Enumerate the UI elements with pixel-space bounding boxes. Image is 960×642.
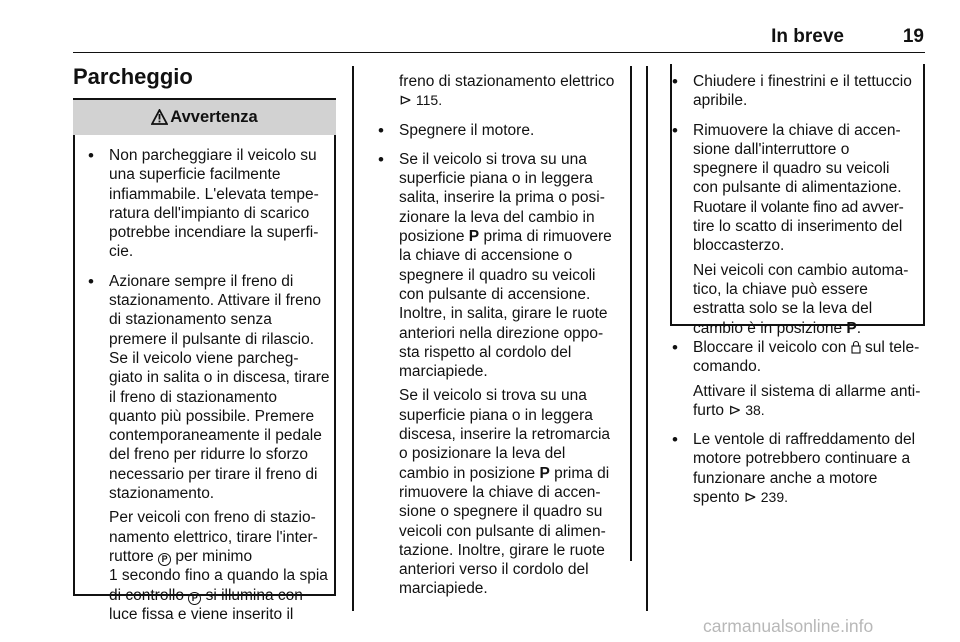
warning-triangle-icon [151,109,168,125]
section-title: Parcheggio [73,64,193,89]
parking-brake-icon: P [158,553,171,566]
page-number: 19 [902,26,924,47]
col3-bullet-lock-vehicle: • Bloccare il veicolo con sul tele- comando. [666,338,926,377]
warning-heading: Avvertenza [170,108,258,126]
page-reference-arrow-icon: ⊳ [399,92,412,110]
column-3-box-content [666,72,924,338]
header-divider [73,52,925,53]
column-3-content [666,338,926,507]
col3-paragraph-automatic: Nei veicoli con cambio automa- tico, la chiave può essere estratta solo se la leva del cambio è in posizione P. [693,261,909,337]
running-header-title: In breve [771,26,844,47]
lock-icon [851,340,861,354]
warning-bullet-1: • Non parcheggiare il veicolo su una superficie facilmente infiammabile. L'elevata tempe- ratura dell'impianto di scarico potrebbe incendiare la superfi- cie. [82,146,332,262]
warning-bullet-2: • Azionare sempre il freno di stazionamento. Attivare il freno di stazionamento senza premere il pulsante di rilascio. Se il veicolo viene parcheg- giato in salita o in discesa, tirare il freno di stazionamento quanto più possibile. Premere contemporaneamente il pedale del freno per ridurre lo sforzo necessario per tirare il freno di stazionamento. [82,272,332,504]
parking-brake-indicator-icon: P [188,592,201,605]
col2-paragraph-downhill: Se il veicolo si trova su una superficie piana o in leggera discesa, inserire la retromarcia o posizionare la leva del cambio in posizione P prima di rimuovere la chiave di accen- sione o spegnere il quadro su veicoli con pulsante di alimen- tazione. Inoltre, girare le ruote anteriori verso il cordolo del marciapiede. [399,387,611,598]
warning-paragraph-electric-brake: Per veicoli con freno di stazio- namento elettrico, tirare l'inter- ruttore P per minimo 1 secondo fino a quando la spia di controllo P si illumina con luce fissa e viene inserito il [109,509,328,623]
col3-bullet-cooling-fans: • Le ventole di raffreddamento del motore potrebbero continuare a funzionare anche a motore spento ⊳ 239. [666,430,926,507]
watermark: carmanualsonline.info [703,616,874,636]
warning-content [82,146,332,624]
column-divider-2 [630,66,632,561]
page-reference-arrow-icon: ⊳ [743,489,757,507]
page-reference-arrow-icon: ⊳ [728,401,742,419]
col3-paragraph-alarm: Attivare il sistema di allarme anti- furto ⊳ 38. [693,382,921,419]
column-divider-1 [352,66,354,611]
continued-text: freno di stazionamento elettrico ⊳ 115. [399,73,615,110]
column-2-content [372,72,624,599]
warning-header [73,98,336,135]
col2-bullet-uphill: • Se il veicolo si trova su una superficie piana o in leggera salita, inserire la prima o posi- zionare la leva del cambio in posizione P prima di rimuovere la chiave di accensione o spegnere il quadro su veicoli con pulsante di accensione. Inoltre, in salita, girare le ruote anteriori nella direzione oppo- sta rispetto al cordolo del marciapiede. [372,150,624,382]
col2-bullet-engine-off: • Spegnere il motore. [372,121,624,140]
col3-bullet-windows: • Chiudere i finestrini e il tettuccio apribile. [666,72,924,111]
column-divider-3 [646,66,648,611]
col3-bullet-remove-key: • Rimuovere la chiave di accen- sione dall'interruttore o spegnere il quadro su veicoli con pulsante di alimentazione. Ruotare il volante fino ad avver- tire lo scatto di inserimento del bloccasterzo. [666,121,924,256]
